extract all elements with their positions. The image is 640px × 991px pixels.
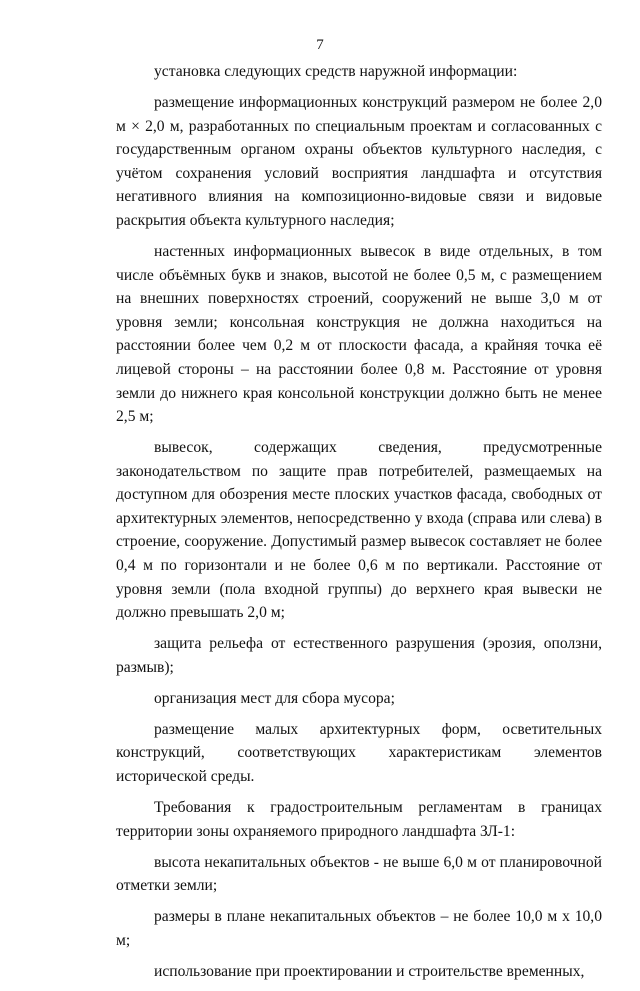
paragraph-relief-protection: защита рельефа от естественного разрушения (эрозия, оползни, размыв); (116, 635, 602, 676)
paragraph-height-limit: высота некапитальных объектов - не выше 6,0 м от планировочной отметки земли; (116, 853, 602, 895)
paragraph-waste-collection: организация мест для сбора мусора; (154, 689, 395, 707)
paragraph-wall-signs: настенных информационных вывесок в виде отдельных, в том числе объёмных букв и знаков, высотой не более 0,5 м, с размещением на внешних поверхностях строений, сооружений не выше 3,0 м от уровня земли; консольная конструкция не должна находиться на расстоянии более чем 0,2 м от плоскости фасада, а крайняя точка её лицевой стороны – на расстоянии более 0,8 м. Расстояние от уровня земли до нижнего края консольной конструкции должно быть не менее 2,5 м; (116, 242, 602, 426)
paragraph-intro-outdoor-info: установка следующих средств наружной информации: (154, 63, 518, 80)
document-body (116, 60, 602, 991)
paragraph-zone-requirements: Требования к градостроительным регламентам в границах территории зоны охраняемого природного ландшафта ЗЛ-1: (116, 798, 602, 840)
paragraph-small-forms: размещение малых архитектурных форм, осветительных конструкций, соответствующих характеристикам элементов исторической среды. (116, 720, 602, 785)
paragraph-temporary-structures: использование при проектировании и строительстве временных, (154, 962, 585, 980)
page-number: 7 (316, 37, 324, 53)
paragraph-consumer-signs: вывесок, содержащих сведения, предусмотренные законодательством по защите прав потребителей, размещаемых на доступном для обозрения месте плоских участков фасада, свободных от архитектурных элементов, непосредственно у входа (справа или слева) в строение, сооружение. Допустимый размер вывесок составляет не более 0,4 м по горизонтали и не более 0,6 м по вертикали. Расстояние от уровня земли (пола входной группы) до верхнего края вывески не должно превышать 2,0 м; (116, 439, 602, 622)
paragraph-size-limit: размеры в плане некапитальных объектов – не более 10,0 м х 10,0 м; (116, 908, 602, 949)
paragraph-info-structures: размещение информационных конструкций размером не более 2,0 м × 2,0 м, разработанных по специальным проектам и согласованных с государственным органом охраны объектов культурного наследия, с учётом сохранения условий восприятия ландшафта и отсутствия негативного влияния на композиционно-видовые связи и видовые раскрытия объекта культурного наследия; (116, 93, 602, 229)
